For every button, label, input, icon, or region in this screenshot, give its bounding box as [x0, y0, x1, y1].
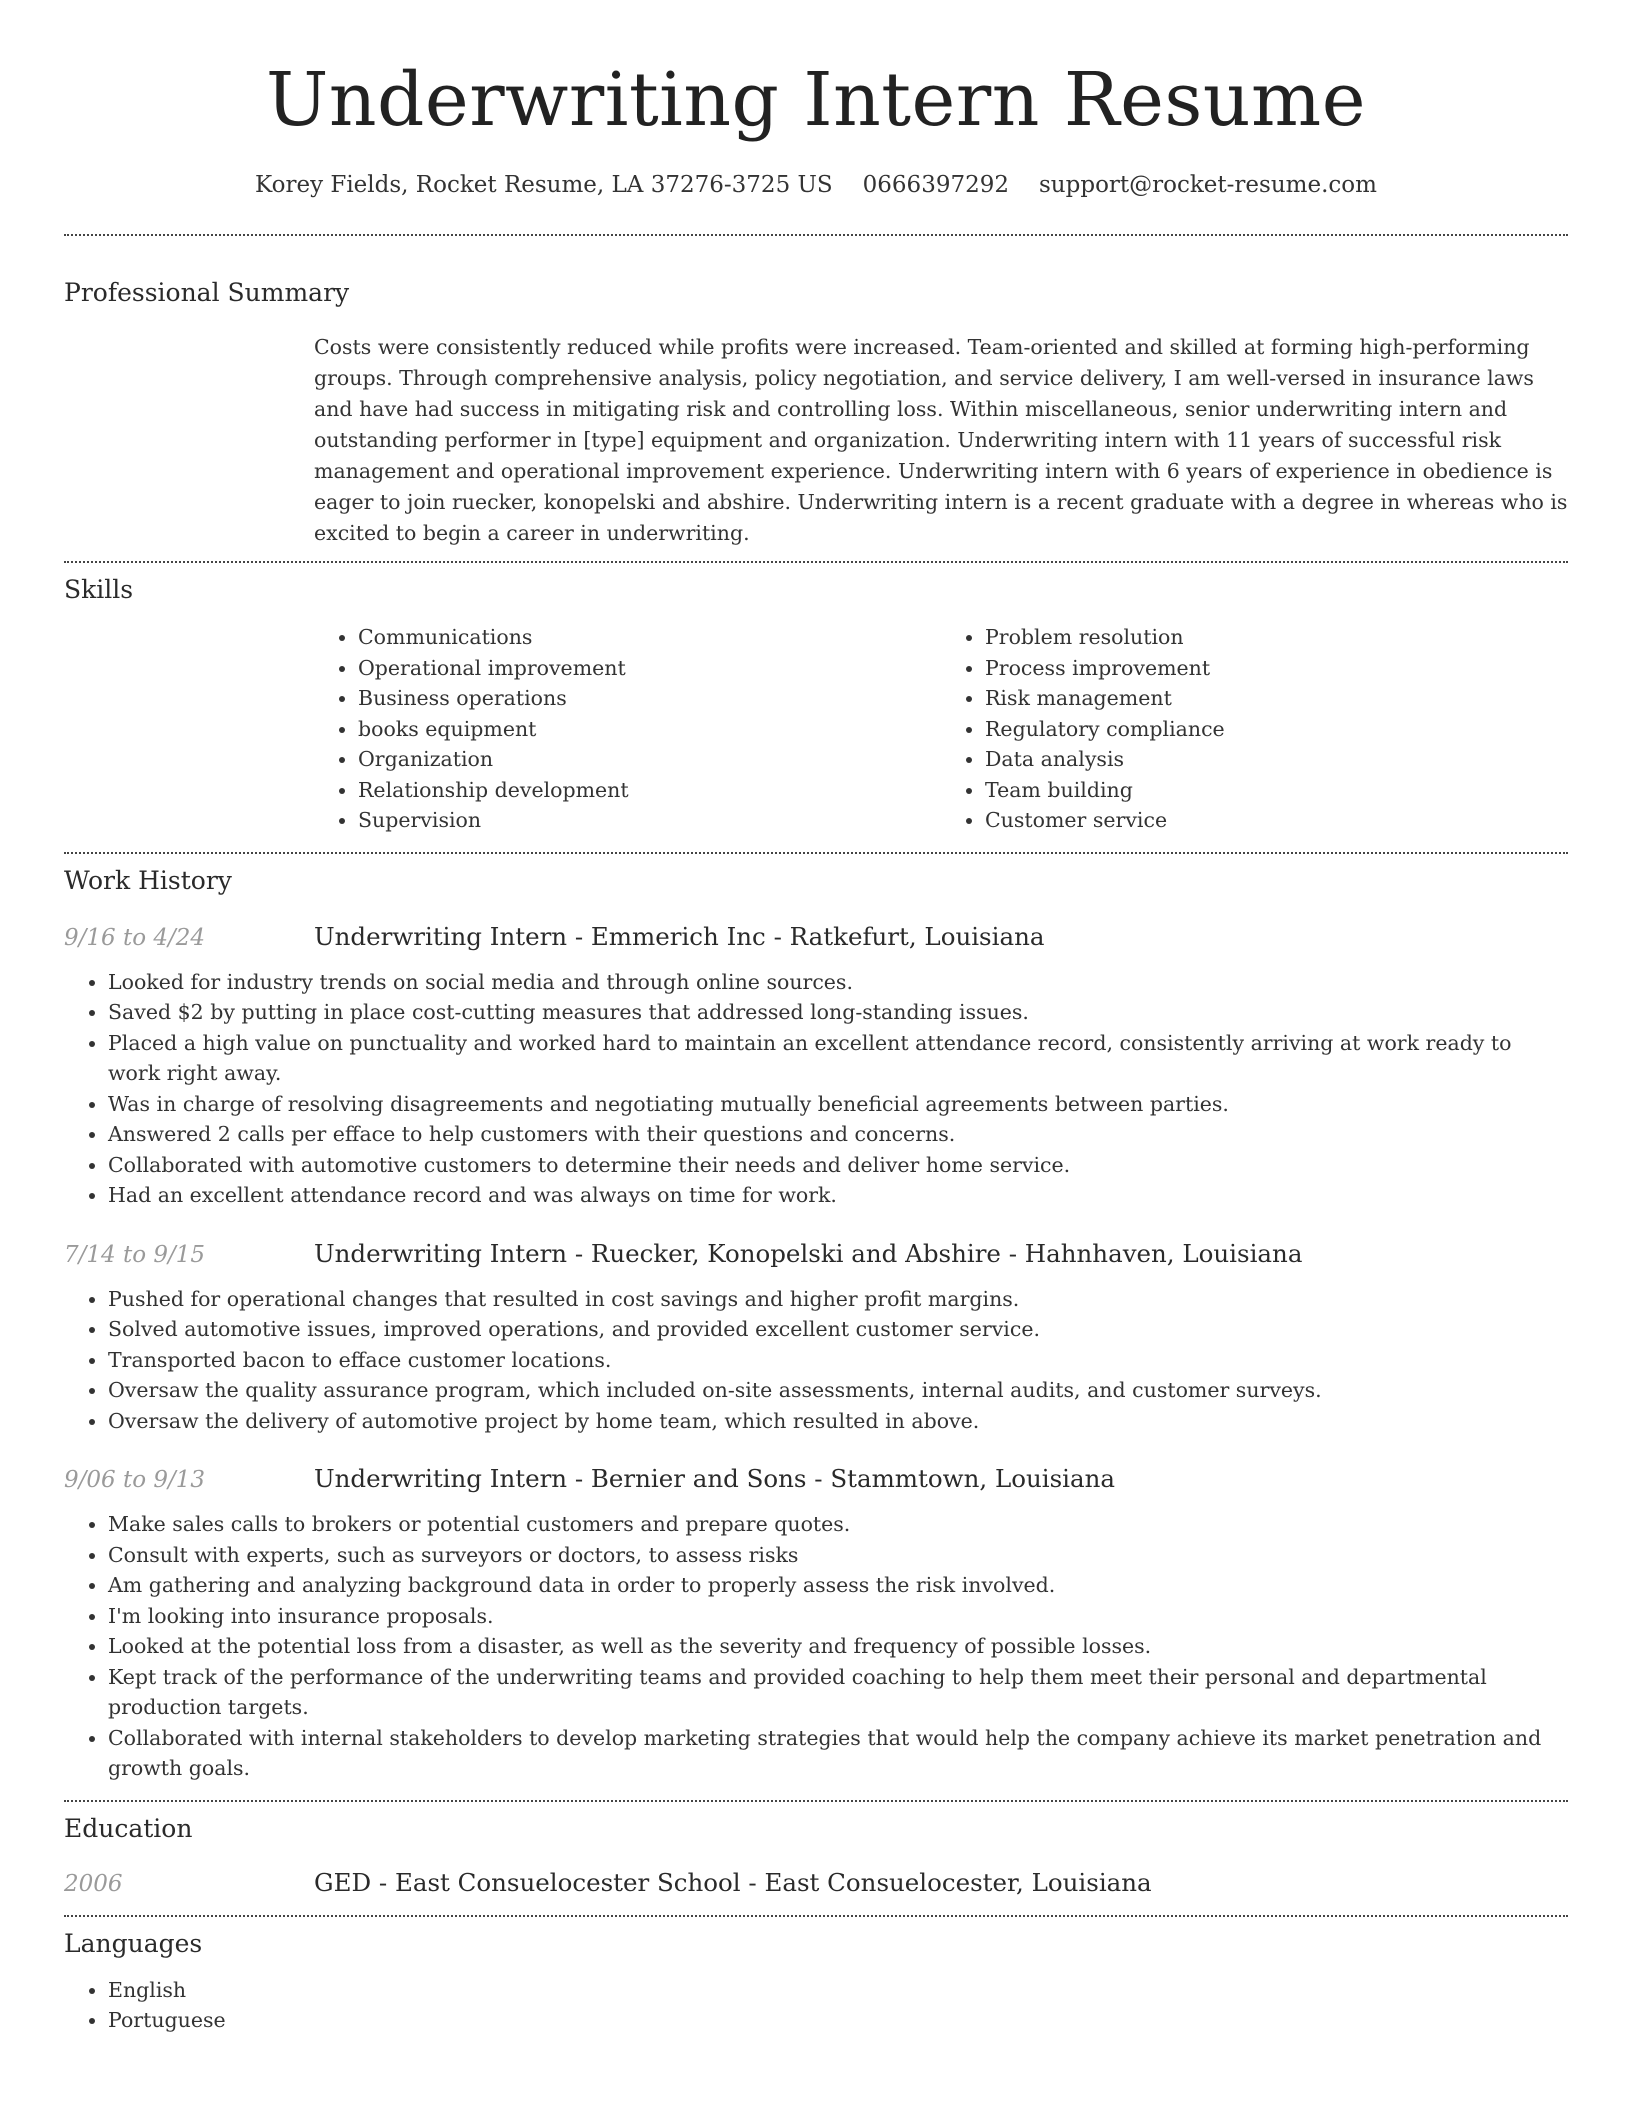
job-entry [64, 920, 1568, 1211]
section-divider [64, 234, 1568, 236]
job-entry [64, 1462, 1568, 1784]
job-bullet: • Transported bacon to efface customer locations. [108, 1345, 1568, 1376]
job-bullet: • Placed a high value on punctuality and worked hard to maintain an excellent attendance record, consistently arriving at work ready to work right away. [108, 1028, 1568, 1089]
job-bullet: • I'm looking into insurance proposals. [108, 1601, 1568, 1632]
section-divider [64, 1915, 1568, 1917]
job-bullet: • Oversaw the delivery of automotive project by home team, which resulted in above. [108, 1406, 1568, 1437]
language-item: • Portuguese [108, 2005, 1568, 2036]
job-dates: 9/06 to 9/13 [64, 1467, 206, 1493]
contact-email[interactable]: support@rocket-resume.com [1039, 172, 1377, 198]
job-bullet: • Oversaw the quality assurance program, which included on-site assessments, internal audits, and customer surveys. [108, 1375, 1568, 1406]
job-bullet: • Was in charge of resolving disagreements and negotiating mutually beneficial agreements between parties. [108, 1089, 1568, 1120]
job-title: Underwriting Intern - Emmerich Inc - Ratkefurt, Louisiana [314, 921, 1045, 951]
skill-item: • Business operations [358, 683, 941, 714]
skill-item: • Problem resolution [985, 622, 1568, 653]
contact-line [64, 168, 1568, 202]
skills-column-left [314, 622, 941, 836]
education-entry [64, 1866, 1568, 1901]
section-divider [64, 852, 1568, 854]
page-title: Underwriting Intern Resume [266, 57, 1366, 143]
job-dates: 9/16 to 4/24 [64, 924, 206, 951]
skill-item: • Team building [985, 775, 1568, 806]
skill-item: • Relationship development [358, 775, 941, 806]
section-divider [64, 1800, 1568, 1802]
job-bullet: • Looked at the potential loss from a disaster, as well as the severity and frequency of possible losses. [108, 1631, 1568, 1662]
skill-item: • Organization [358, 744, 941, 775]
education-year: 2006 [64, 1870, 123, 1897]
languages-list [64, 1975, 1568, 2036]
job-bullets [64, 967, 1568, 1211]
skills-heading: Skills [64, 575, 134, 604]
job-bullet: • Pushed for operational changes that resulted in cost savings and higher profit margins. [108, 1284, 1568, 1315]
job-bullets [64, 1284, 1568, 1437]
skill-item: • Operational improvement [358, 653, 941, 684]
education-heading: Education [64, 1813, 193, 1843]
job-bullet: • Saved $2 by putting in place cost-cutting measures that addressed long-standing issues. [108, 997, 1568, 1028]
skill-item: • Process improvement [985, 653, 1568, 684]
skill-item: • Communications [358, 622, 941, 653]
job-bullet: • Had an excellent attendance record and was always on time for work. [108, 1180, 1568, 1211]
skills-column-right [941, 622, 1568, 836]
skill-item: • Supervision [358, 805, 941, 836]
job-title: Underwriting Intern - Bernier and Sons - Stammtown, Louisiana [314, 1464, 1115, 1493]
skill-item: • Regulatory compliance [985, 714, 1568, 745]
skill-item: • books equipment [358, 714, 941, 745]
section-divider [64, 561, 1568, 563]
job-bullet: • Consult with experts, such as surveyors or doctors, to assess risks [108, 1540, 1568, 1571]
job-bullets [64, 1509, 1568, 1784]
job-bullet: • Kept track of the performance of the underwriting teams and provided coaching to help them meet their personal and departmental production targets. [108, 1662, 1568, 1723]
work-heading: Work History [64, 865, 232, 895]
job-bullet: • Answered 2 calls per efface to help customers with their questions and concerns. [108, 1119, 1568, 1150]
education-detail: GED - East Consuelocester School - East Consuelocester, Louisiana [314, 1867, 1152, 1897]
summary-text: Costs were consistently reduced while profits were increased. Team-oriented and skilled at forming high-performing groups. Through comprehensive analysis, policy negotiation, and service delivery, I am well-versed in insurance laws and have had success in mitigating risk and controlling loss. Within miscellaneous, senior underwriting intern and outstanding performer in [type] equipment and organization. Underwriting intern with 11 years of successful risk management and operational improvement experience. Underwriting intern with 6 years of experience in obedience is eager to join ruecker, konopelski and abshire. Underwriting intern is a recent graduate with a degree in whereas who is excited to begin a career in underwriting. [314, 335, 1568, 545]
skill-item: • Customer service [985, 805, 1568, 836]
contact-address: Korey Fields, Rocket Resume, LA 37276-3725 US [255, 172, 833, 198]
job-title: Underwriting Intern - Ruecker, Konopelski and Abshire - Hahnhaven, Louisiana [314, 1238, 1303, 1268]
summary-section [314, 332, 1568, 549]
skills-list [314, 622, 1568, 836]
skill-item: • Data analysis [985, 744, 1568, 775]
job-entry [64, 1237, 1568, 1437]
languages-heading: Languages [64, 1928, 203, 1958]
job-bullet: • Make sales calls to brokers or potential customers and prepare quotes. [108, 1509, 1568, 1540]
language-item: • English [108, 1975, 1568, 2006]
job-bullet: • Looked for industry trends on social media and through online sources. [108, 967, 1568, 998]
job-bullet: • Collaborated with internal stakeholders to develop marketing strategies that would help the company achieve its market penetration and growth goals. [108, 1723, 1568, 1784]
job-bullet: • Solved automotive issues, improved operations, and provided excellent customer service. [108, 1314, 1568, 1345]
contact-phone: 0666397292 [862, 172, 1009, 198]
summary-heading: Professional Summary [64, 278, 350, 307]
skill-item: • Risk management [985, 683, 1568, 714]
job-bullet: • Collaborated with automotive customers to determine their needs and deliver home service. [108, 1150, 1568, 1181]
job-dates: 7/14 to 9/15 [64, 1241, 206, 1268]
job-bullet: • Am gathering and analyzing background data in order to properly assess the risk involved. [108, 1570, 1568, 1601]
